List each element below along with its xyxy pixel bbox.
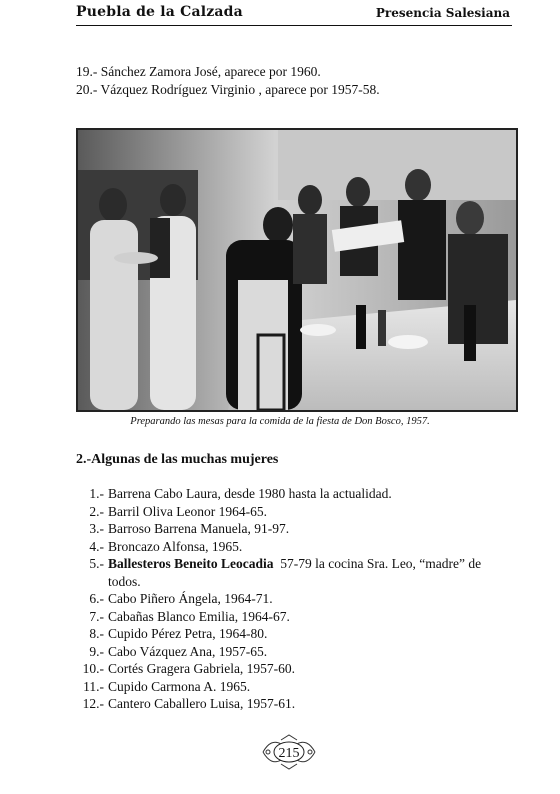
- item-number: 12.-: [82, 696, 104, 711]
- header-rule: [76, 25, 512, 26]
- item-number: 1.-: [89, 486, 104, 501]
- list-item: [76, 643, 512, 661]
- item-text-rest: 57-79 la cocina Sra. Leo, “madre” de todos.: [108, 556, 485, 589]
- page-number: 215: [278, 746, 300, 761]
- item-text: Cortés Gragera Gabriela, 1957-60.: [108, 661, 296, 676]
- item-text: Cupido Pérez Petra, 1964-80.: [108, 626, 268, 641]
- item-text: Cantero Caballero Luisa, 1957-61.: [108, 696, 296, 711]
- item-text: [108, 555, 512, 590]
- item-text: Barrena Cabo Laura, desde 1980 hasta la actualidad.: [108, 486, 392, 501]
- photo-illustration: [78, 130, 516, 410]
- item-text: Barril Oliva Leonor 1964-65.: [108, 503, 267, 519]
- header-right-title: Presencia Salesiana: [375, 6, 510, 20]
- historical-photo: [76, 128, 518, 412]
- item-number: 7.-: [89, 608, 104, 624]
- list-item: [76, 503, 512, 521]
- list-item: [76, 625, 512, 643]
- list-item: [76, 555, 512, 590]
- item-text: Cabo Vázquez Ana, 1957-65.: [108, 643, 268, 659]
- list-item: [76, 538, 512, 556]
- item-number: 6.-: [89, 591, 104, 606]
- header-left-title: Puebla de la Calzada: [76, 4, 243, 20]
- item-number: 8.-: [89, 626, 104, 641]
- item-text: Cabañas Blanco Emilia, 1964-67.: [108, 608, 290, 624]
- item-text: Barroso Barrena Manuela, 91-97.: [108, 521, 290, 536]
- list-item: [76, 590, 512, 608]
- list-item: [76, 520, 512, 538]
- top-line-20: 20.- Vázquez Rodríguez Virginio , aparece por 1957-58.: [76, 82, 380, 97]
- photo-caption: Preparando las mesas para la comida de la fiesta de Don Bosco, 1957.: [130, 416, 430, 427]
- item-number: 10.-: [82, 661, 104, 676]
- item-number: 2.-: [89, 503, 104, 519]
- item-text: Cupido Carmona A. 1965.: [108, 678, 251, 694]
- item-number: 11.-: [83, 678, 104, 694]
- list-item: [76, 608, 512, 626]
- item-number: 4.-: [89, 538, 104, 554]
- item-number: 9.-: [89, 643, 104, 659]
- women-list: [76, 485, 512, 713]
- item-number: 5.-: [89, 556, 104, 571]
- item-text: Cabo Piñero Ángela, 1964-71.: [108, 591, 273, 606]
- item-number: 3.-: [89, 521, 104, 536]
- list-item: [76, 660, 512, 678]
- page-number-badge: [259, 734, 319, 770]
- item-text: Broncazo Alfonsa, 1965.: [108, 538, 243, 554]
- item-bold-name: Ballesteros Beneito Leocadia: [108, 556, 274, 571]
- list-item: [76, 485, 512, 503]
- list-item: [76, 678, 512, 696]
- top-line-19: 19.- Sánchez Zamora José, aparece por 1960.: [76, 64, 321, 79]
- section-title: 2.-Algunas de las muchas mujeres: [76, 452, 279, 467]
- list-item: [76, 695, 512, 713]
